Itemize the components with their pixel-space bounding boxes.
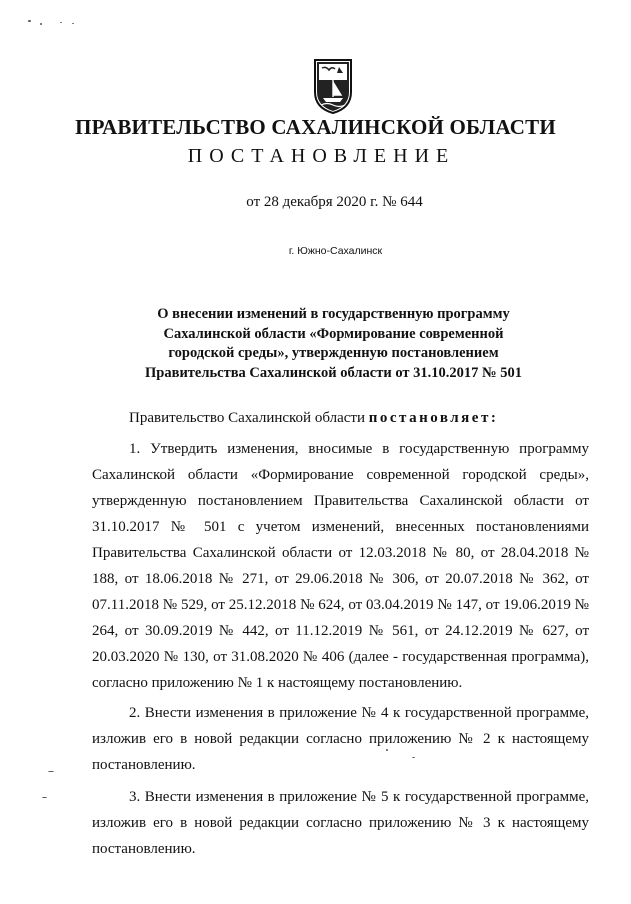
decree-intro <box>92 405 589 431</box>
scan-speck <box>48 771 54 772</box>
scan-speck <box>412 757 415 758</box>
paragraph-item-3: 3. Внести изменения в приложение № 5 к государственной программе, изложив его в новой редакции согласно приложению № 3 к настоящему постановлению. <box>92 789 589 857</box>
subject-line: Правительства Сахалинской области от 31.10.2017 № 501 <box>145 364 522 381</box>
coat-of-arms-icon <box>313 58 353 114</box>
document-date-number: от 28 декабря 2020 г. № 644 <box>246 194 423 210</box>
decree-word: постановляет: <box>368 410 499 426</box>
subject-line: О внесении изменений в государственную программу <box>157 306 510 322</box>
document-body <box>92 405 589 862</box>
scan-speck <box>28 20 31 22</box>
scan-speck <box>386 749 388 751</box>
paragraph-item-2: 2. Внести изменения в приложение № 4 к государственной программе, изложив его в новой редакции согласно приложению № 2 к настоящему постановлению. <box>92 705 589 773</box>
government-title: ПРАВИТЕЛЬСТВО САХАЛИНСКОЙ ОБЛАСТИ <box>75 115 556 139</box>
scan-speck <box>60 22 62 23</box>
scan-speck <box>42 797 47 798</box>
intro-lead: Правительство Сахалинской области <box>129 410 369 426</box>
subject-line: городской среды», утвержденную постановлением <box>168 345 499 361</box>
scan-speck <box>40 23 42 25</box>
subject-line: Сахалинской области «Формирование современной <box>163 325 504 342</box>
document-subject <box>0 305 631 383</box>
scan-speck <box>72 23 74 24</box>
paragraph-item-1: 1. Утвердить изменения, вносимые в государственную программу Сахалинской области «Формирование современной городской среды», утвержденную постановлением Правительства Сахалинской области от 31.10.2017 № 501 с учетом изменений, внесенных постановлениями Правительства Сахалинской области от 12.03.2018 № 80, от 28.04.2018 № 188, от 18.06.2018 № 271, от 29.06.2018 № 306, от 20.07.2018 № 362, от 07.11.2018 № 529, от 25.12.2018 № 624, от 03.04.2019 № 147, от 19.06.2019 № 264, от 30.09.2019 № 442, от 11.12.2019 № 561, от 24.12.2019 № 627, от 20.03.2020 № 130, от 31.08.2020 № 406 (далее - государственная программа), согласно приложению № 1 к настоящему постановлению. <box>92 441 589 691</box>
document-city: г. Южно-Сахалинск <box>288 245 383 257</box>
document-type: ПОСТАНОВЛЕНИЕ <box>187 145 456 167</box>
